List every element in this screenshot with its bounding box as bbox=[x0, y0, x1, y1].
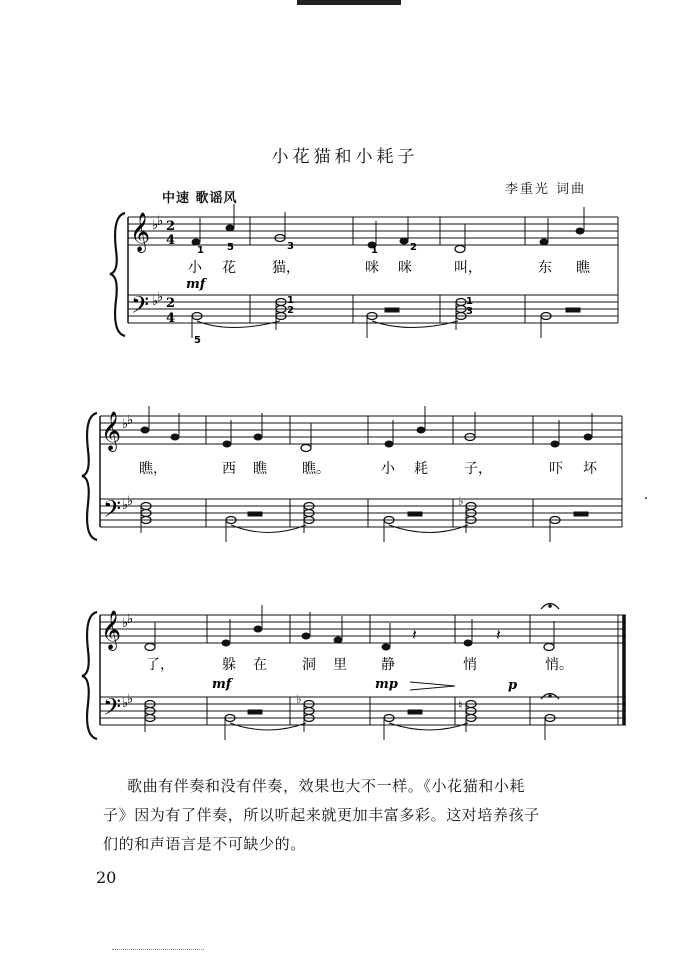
lyric-syllable: 咪 bbox=[398, 260, 412, 276]
lyric-syllable: 静 bbox=[381, 657, 395, 673]
fingering-label: 1 bbox=[466, 296, 473, 307]
flat-icon: ♭ bbox=[122, 498, 129, 513]
bass-clef-icon: 𝄢 bbox=[103, 495, 122, 528]
flat-icon: ♭ bbox=[127, 413, 134, 428]
flat-icon: ♭ bbox=[122, 616, 129, 631]
flat-icon: ♭ bbox=[458, 494, 464, 508]
lyric-syllable: 坏 bbox=[583, 461, 597, 477]
lyric-syllable: 西 bbox=[222, 461, 236, 477]
lyric-syllable: 小 bbox=[381, 461, 395, 477]
fingering-label: 3 bbox=[287, 241, 294, 252]
song-title: 小花猫和小耗子 bbox=[271, 147, 419, 167]
lyric-syllable: 花 bbox=[222, 260, 236, 276]
bass-clef-icon: 𝄢 bbox=[131, 291, 150, 324]
scan-edge-mark bbox=[112, 949, 204, 954]
svg-text:2: 2 bbox=[166, 296, 176, 311]
svg-text:4: 4 bbox=[166, 233, 176, 248]
fingering-label: 1 bbox=[197, 245, 204, 256]
lyric-syllable: 躲 bbox=[222, 657, 236, 673]
svg-text:2: 2 bbox=[166, 219, 176, 234]
quarter-rest-icon: 𝄽 bbox=[412, 625, 417, 644]
fingering-label: 5 bbox=[227, 242, 234, 253]
explanatory-paragraph bbox=[103, 772, 623, 859]
flat-icon: ♭ bbox=[127, 494, 134, 509]
lyric-syllable: 瞧 bbox=[253, 461, 267, 477]
lyric-syllable: 小 bbox=[188, 260, 202, 276]
lyric-syllable: 东 bbox=[538, 260, 552, 276]
lyric-syllable: 猫， bbox=[272, 260, 300, 276]
natural-icon: ♮ bbox=[458, 698, 463, 712]
tempo-marking: 中速 歌谣风 bbox=[162, 191, 238, 206]
flat-icon: ♭ bbox=[122, 417, 129, 432]
lyric-syllable: 瞧 bbox=[576, 260, 590, 276]
flat-icon: ♭ bbox=[296, 692, 302, 706]
flat-icon: ♭ bbox=[127, 692, 134, 707]
flat-icon: ♭ bbox=[127, 612, 134, 627]
treble-clef-icon: 𝄞 bbox=[130, 212, 151, 252]
fingering-label: 3 bbox=[466, 306, 473, 317]
flat-icon: ♭ bbox=[152, 294, 159, 309]
treble-clef-icon: 𝄞 bbox=[101, 610, 122, 650]
lyric-syllable: 洞 bbox=[302, 657, 316, 673]
fingering-label: 1 bbox=[287, 295, 294, 306]
lyric-syllable: 子， bbox=[464, 461, 492, 477]
fingering-label: 2 bbox=[287, 305, 294, 316]
svg-text:4: 4 bbox=[166, 311, 176, 326]
lyric-syllable: 瞧， bbox=[139, 461, 167, 477]
fingering-label: 2 bbox=[410, 242, 417, 253]
dynamic-marking: mf bbox=[212, 677, 232, 692]
lyric-syllable: 吓 bbox=[549, 461, 563, 477]
lyric-syllable: 瞧。 bbox=[302, 461, 330, 477]
dynamic-marking: mp bbox=[375, 677, 398, 692]
lyric-syllable: 耗 bbox=[414, 461, 428, 477]
lyric-syllable: 悄 bbox=[463, 657, 477, 673]
lyric-syllable: 在 bbox=[253, 657, 267, 673]
composer-credit: 李重光 词曲 bbox=[505, 182, 587, 197]
fingering-label: 1 bbox=[371, 245, 378, 256]
page-number: 20 bbox=[96, 868, 117, 887]
bass-clef-icon: 𝄢 bbox=[103, 693, 122, 726]
flat-icon: ♭ bbox=[152, 218, 159, 233]
lyric-syllable: 了， bbox=[146, 657, 174, 673]
lyric-syllable: 悄。 bbox=[545, 657, 573, 673]
scan-speck bbox=[645, 497, 647, 499]
dynamic-marking: p bbox=[508, 678, 518, 693]
treble-clef-icon: 𝄞 bbox=[101, 411, 122, 451]
flat-icon: ♭ bbox=[157, 290, 164, 305]
paragraph-line: 们的和声语言是不可缺少的。 bbox=[103, 835, 306, 853]
flat-icon: ♭ bbox=[157, 214, 164, 229]
dynamic-marking: mf bbox=[186, 277, 206, 292]
lyric-syllable: 里 bbox=[333, 657, 347, 673]
paragraph-line: 子》因为有了伴奏，所以听起来就更加丰富多彩。这对培养孩子 bbox=[103, 806, 540, 824]
quarter-rest-icon: 𝄽 bbox=[496, 625, 501, 644]
paragraph-line: 歌曲有伴奏和没有伴奏，效果也大不一样。《小花猫和小耗 bbox=[127, 777, 526, 795]
lyric-syllable: 咪 bbox=[365, 260, 379, 276]
lyric-syllable: 叫， bbox=[454, 260, 482, 276]
flat-icon: ♭ bbox=[122, 696, 129, 711]
fingering-label: 5 bbox=[194, 335, 201, 346]
